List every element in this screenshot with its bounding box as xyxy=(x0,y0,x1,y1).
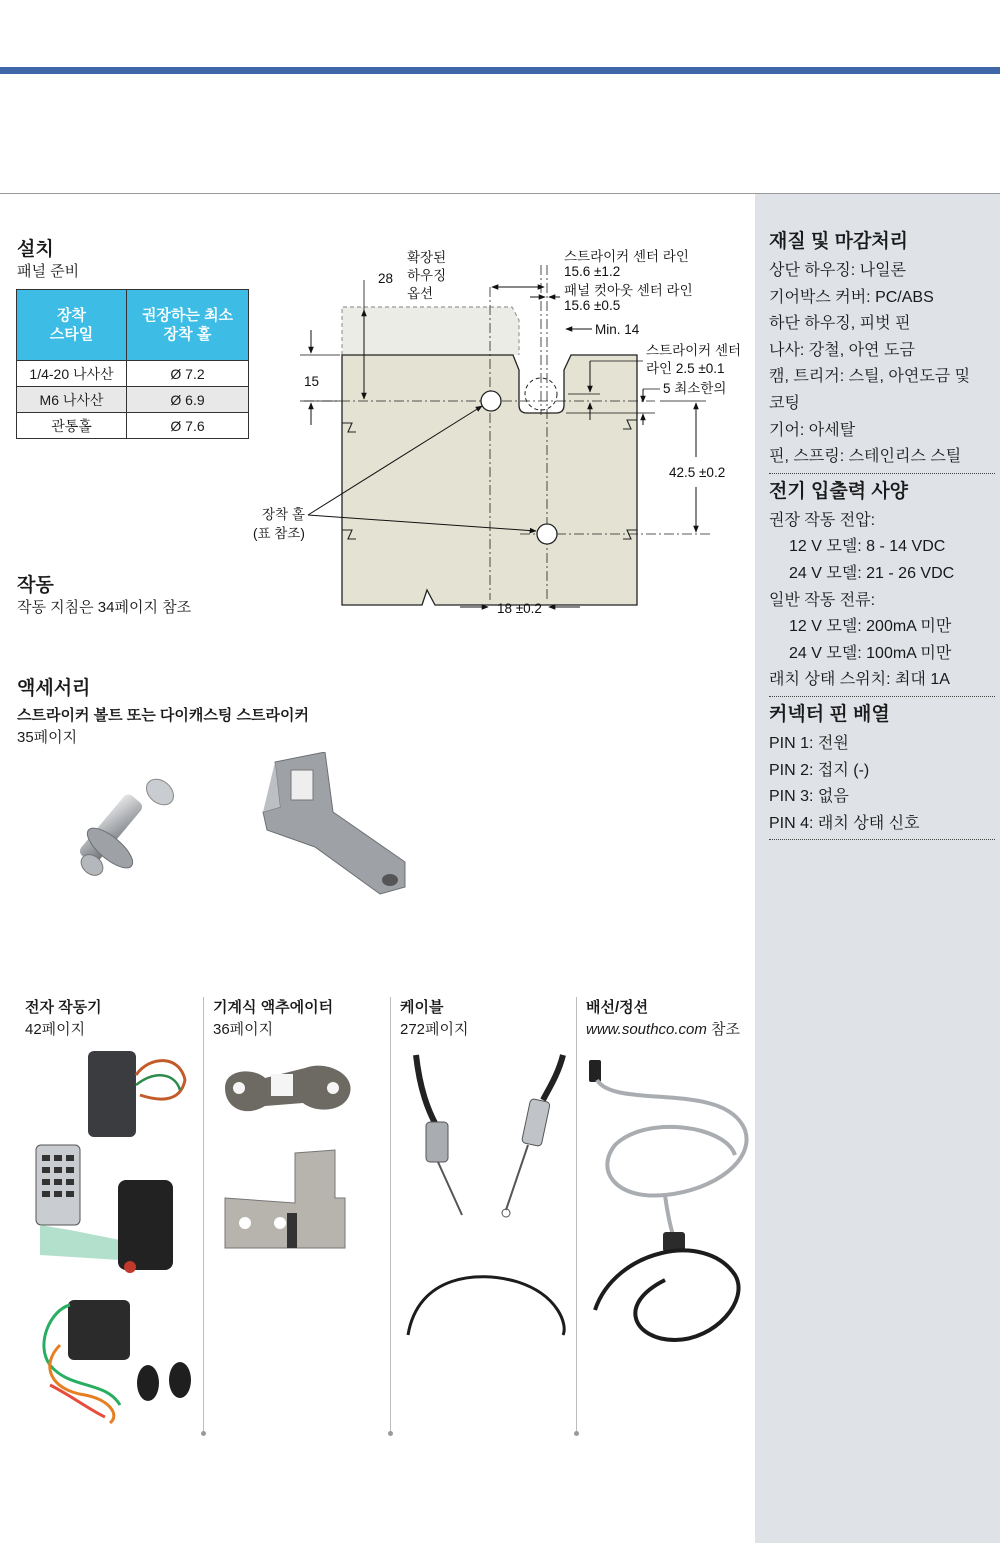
electrical-line: 24 V 모델: 100mA 미만 xyxy=(789,644,952,662)
table-cell: Ø 7.6 xyxy=(127,413,249,439)
materials-title: 재질 및 마감처리 xyxy=(769,231,909,252)
installation-title: 설치 xyxy=(17,239,54,260)
panel-cutout-value: 15.6 ±0.5 xyxy=(564,298,621,313)
electrical-line: 12 V 모델: 200mA 미만 xyxy=(789,618,952,636)
materials-line: 기어박스 커버: PC/ABS xyxy=(769,288,934,306)
striker-center-line-value: 15.6 ±1.2 xyxy=(564,264,621,279)
section-title-electronic: 전자 작동기 xyxy=(25,999,102,1016)
table-cell: 1/4-20 나사산 xyxy=(17,361,127,387)
dim-15-label: 15 xyxy=(304,374,320,389)
wire-harness xyxy=(597,1080,747,1196)
mechanical-actuator-images xyxy=(215,1058,385,1268)
mounting-bracket xyxy=(225,1150,345,1248)
mounting-hole-top xyxy=(481,391,501,411)
spec-sidebar xyxy=(755,194,1000,1543)
mounting-hole-label: 장착 홀 xyxy=(262,507,305,522)
dim-28-label: 28 xyxy=(378,271,394,286)
mounting-hole-bottom xyxy=(537,524,557,544)
top-accent-bar xyxy=(0,67,1000,74)
mounting-table xyxy=(16,289,249,439)
materials-line: 상단 하우징: 나일론 xyxy=(769,262,906,279)
table-row xyxy=(17,413,249,439)
key-fob xyxy=(169,1362,191,1398)
electronic-actuator-images xyxy=(30,1045,200,1435)
receiver-module xyxy=(68,1300,130,1360)
section-title-cables: 케이블 xyxy=(400,999,444,1016)
cable-images xyxy=(398,1050,573,1340)
accessories-subtitle: 스트라이커 볼트 또는 다이캐스팅 스트라이커 xyxy=(17,707,309,724)
electrical-line: 권장 작동 전압: xyxy=(769,511,876,529)
materials-line: 하단 하우징, 피벗 핀 xyxy=(769,315,911,333)
materials-line: 나사: 강철, 아연 도금 xyxy=(769,341,915,359)
wiring-images xyxy=(585,1050,755,1350)
pins-title: 커넥터 핀 배열 xyxy=(769,703,890,725)
dim-42-label: 42.5 ±0.2 xyxy=(669,465,726,480)
section-ref-wiring xyxy=(586,1018,740,1039)
electrical-line: 래치 상태 스위치: 최대 1A xyxy=(769,671,950,689)
accessories-page: 35페이지 xyxy=(17,729,78,746)
southco-link[interactable]: www.southco.com xyxy=(586,1021,707,1038)
materials-line: 코팅 xyxy=(769,394,800,412)
electrical-line: 24 V 모델: 21 - 26 VDC xyxy=(789,564,955,582)
operation-title: 작동 xyxy=(17,575,54,596)
sidebar-divider xyxy=(769,839,995,840)
table-row xyxy=(17,387,249,413)
striker-center-line-label: 스트라이커 센터 라인 xyxy=(564,249,689,264)
min-5-label: 5 최소한의 xyxy=(663,381,727,396)
column-divider xyxy=(390,997,391,1432)
section-page-electronic: 42페이지 xyxy=(25,1021,86,1038)
table-cell: 관통홀 xyxy=(17,413,127,439)
mounting-hole-note: (표 참조) xyxy=(253,526,305,541)
materials-line: 기어: 아세탈 xyxy=(769,421,856,439)
section-page-cables: 272페이지 xyxy=(400,1021,469,1038)
key-fob xyxy=(137,1365,159,1401)
electrical-line: 일반 작동 전류: xyxy=(769,591,876,609)
dim-18-label: 18 ±0.2 xyxy=(497,601,542,616)
column-divider xyxy=(203,997,204,1432)
sidebar-divider xyxy=(769,696,995,697)
extended-option-label-1: 확장된 xyxy=(407,250,447,265)
diecast-striker-image xyxy=(255,752,415,902)
min-14-label: Min. 14 xyxy=(595,322,640,337)
pin-line: PIN 2: 접지 (-) xyxy=(769,761,870,779)
section-ref-suffix: 참조 xyxy=(706,1021,741,1038)
installation-subtitle: 패널 준비 xyxy=(17,263,80,280)
section-page-mechanical: 36페이지 xyxy=(213,1021,274,1038)
accessories-title: 액세서리 xyxy=(17,678,91,699)
materials-line: 핀, 스프링: 스테인리스 스틸 xyxy=(769,448,962,466)
extended-option-label-3: 옵션 xyxy=(407,286,434,301)
table-cell: Ø 7.2 xyxy=(127,361,249,387)
keypad-reader xyxy=(88,1051,136,1137)
operation-text: 작동 지침은 34페이지 참조 xyxy=(17,599,192,616)
electrical-title: 전기 입출력 사양 xyxy=(769,480,909,502)
table-cell: Ø 6.9 xyxy=(127,387,249,413)
cable-loop xyxy=(408,1277,564,1335)
table-header-style: 장착 스타일 xyxy=(17,290,127,361)
electrical-line: 12 V 모델: 8 - 14 VDC xyxy=(789,538,946,556)
section-title-mechanical: 기계식 액추에이터 xyxy=(213,999,334,1016)
pin-line: PIN 1: 전원 xyxy=(769,734,849,752)
pin-line: PIN 3: 없음 xyxy=(769,788,849,806)
table-header-hole: 권장하는 최소 장착 홀 xyxy=(127,290,249,361)
extended-housing-outline xyxy=(342,307,519,355)
panel-cutout-label: 패널 컷아웃 센터 라인 xyxy=(564,283,693,298)
table-row xyxy=(17,361,249,387)
controller-module xyxy=(118,1180,173,1270)
table-cell: M6 나사산 xyxy=(17,387,127,413)
striker-center-label: 스트라이커 센터 xyxy=(646,343,742,358)
column-divider xyxy=(576,997,577,1432)
materials-line: 캠, 트리거: 스틸, 아연도금 및 xyxy=(769,368,971,386)
pin-line: PIN 4: 래치 상태 신호 xyxy=(769,814,920,832)
section-title-wiring: 배선/정션 xyxy=(586,999,649,1016)
sidebar-divider xyxy=(769,473,995,474)
striker-bolt-image xyxy=(70,770,190,885)
wire-loop xyxy=(595,1250,739,1340)
panel-cutout-drawing xyxy=(250,240,750,620)
extended-option-label-2: 하우징 xyxy=(407,268,447,283)
striker-center-value: 라인 2.5 ±0.1 xyxy=(646,361,725,376)
